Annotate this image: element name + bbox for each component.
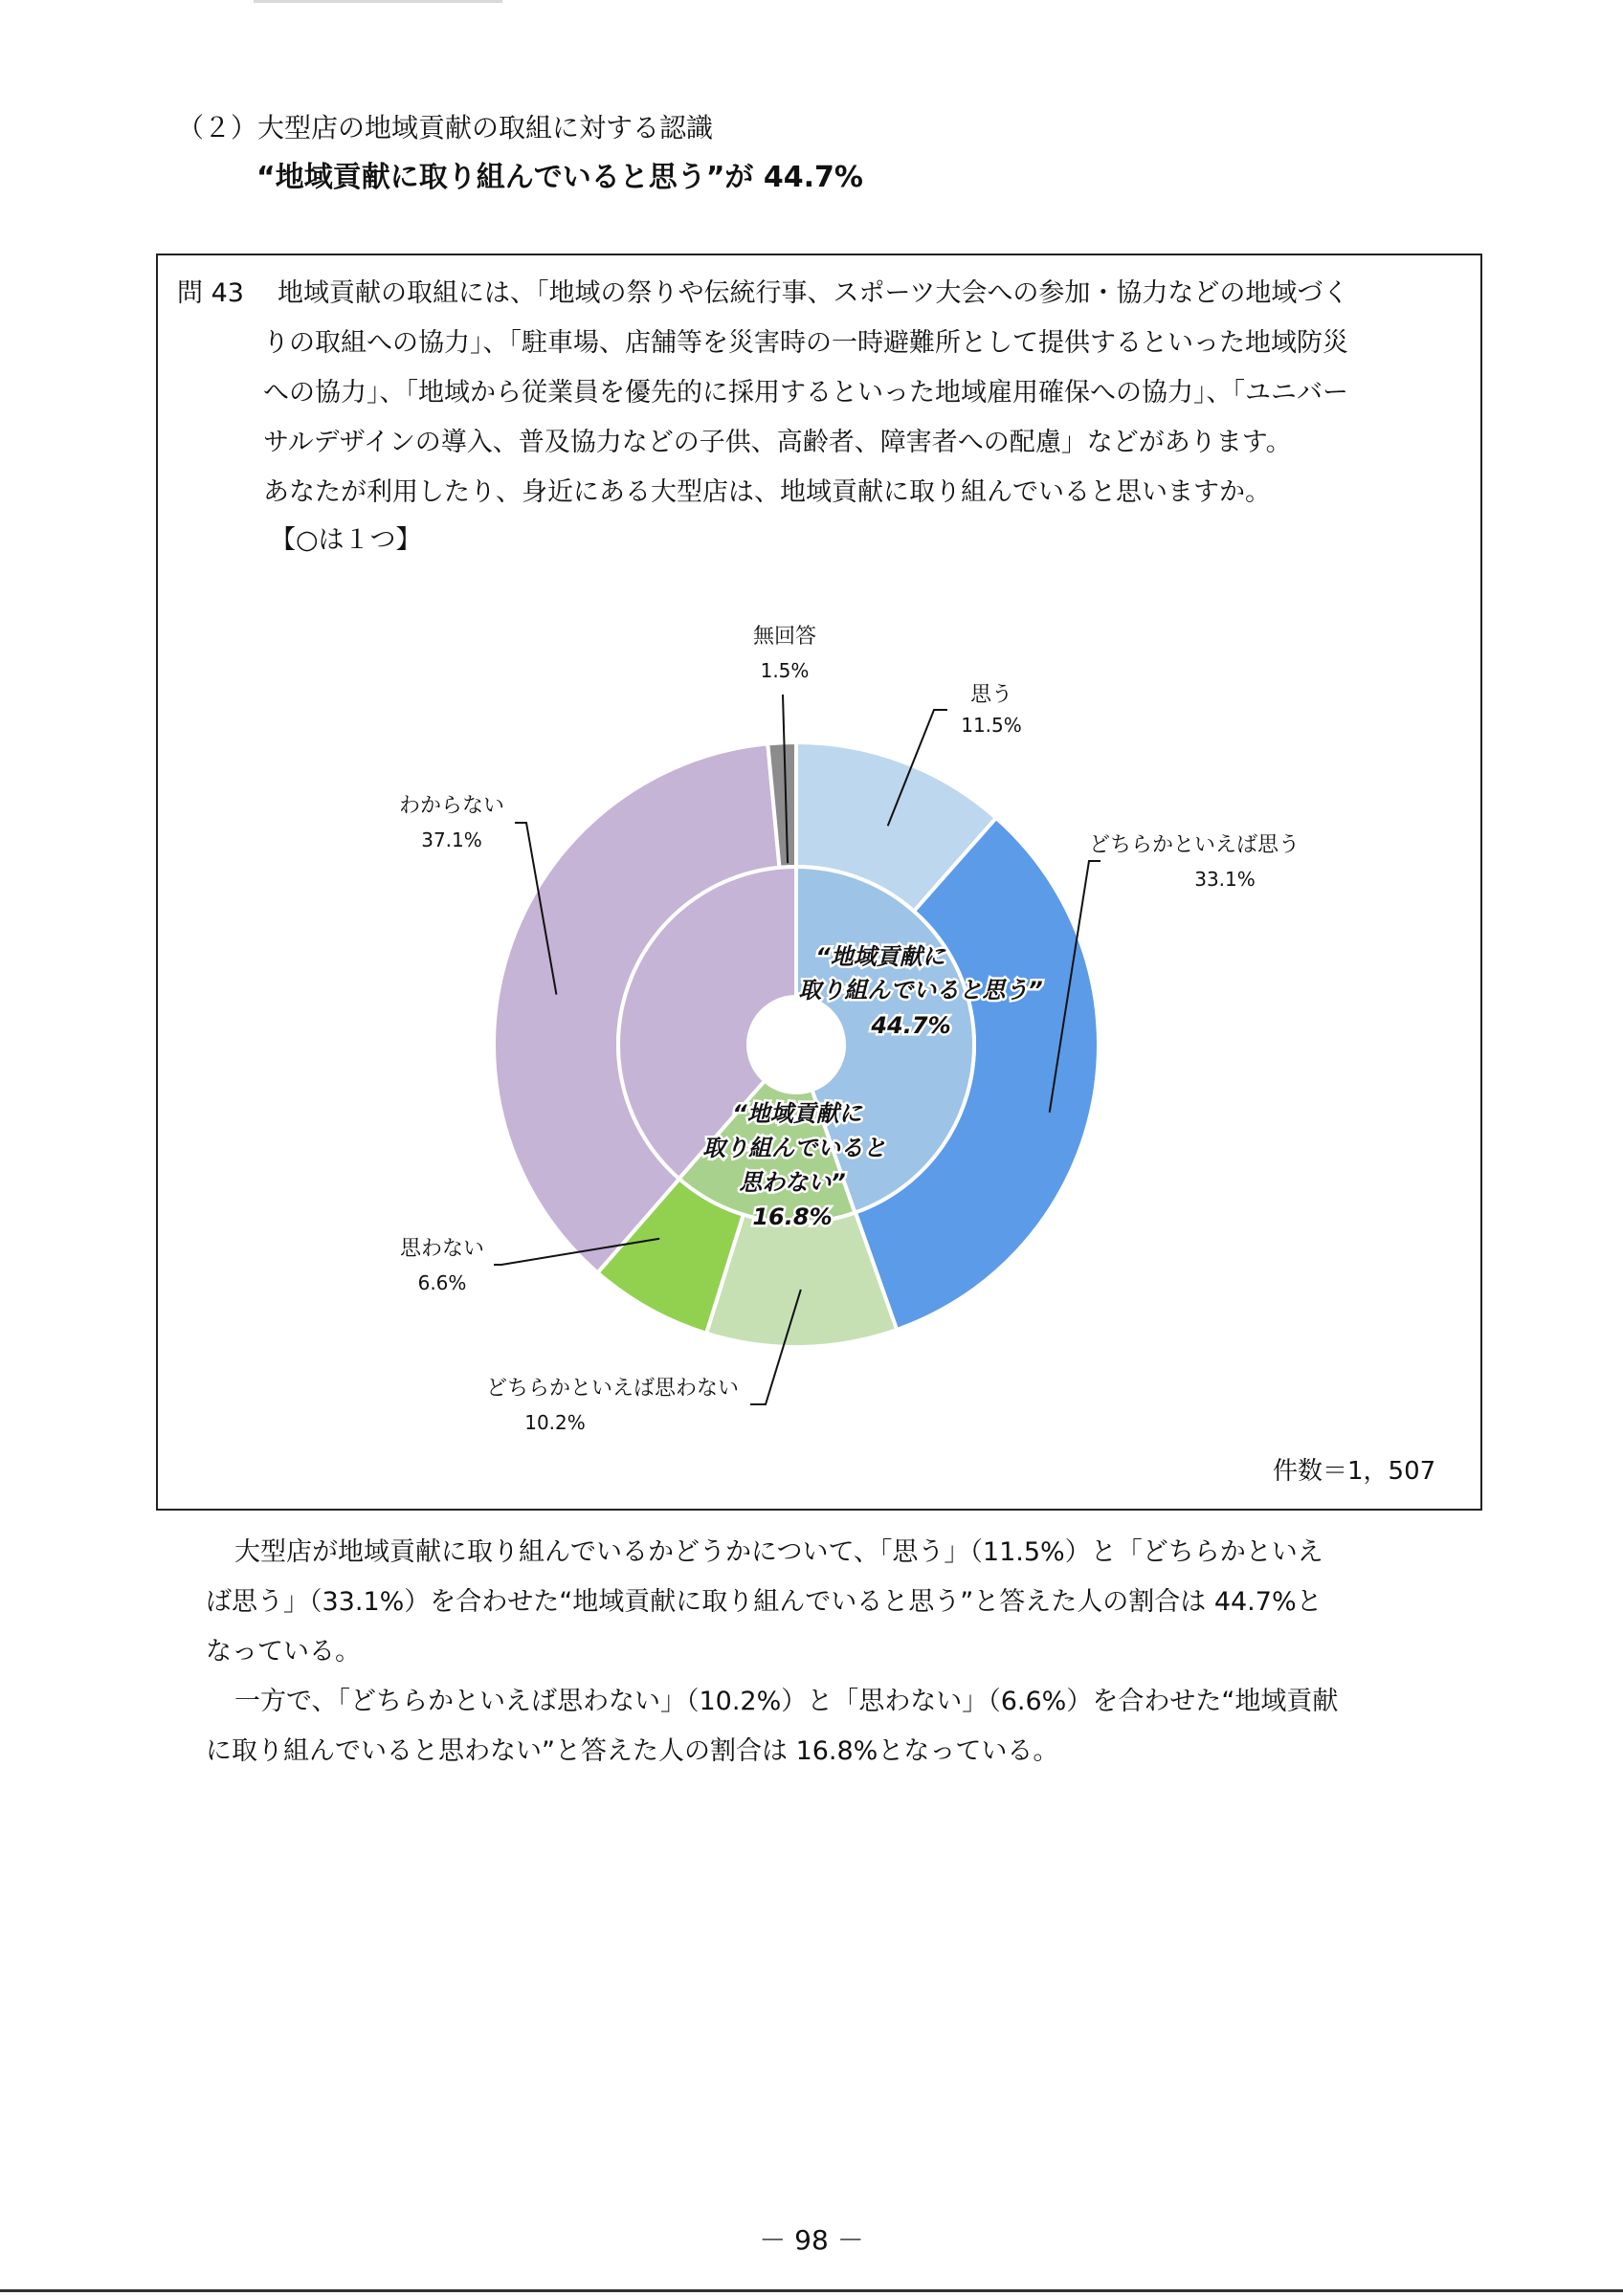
slice-category-label: 無回答	[752, 625, 817, 649]
slice-category-label: 思う	[969, 683, 1013, 707]
slice-value-label: 11.5%	[961, 714, 1022, 737]
response-count: 件数＝1，507	[1273, 1457, 1436, 1486]
slice-value-label: 6.6%	[417, 1271, 467, 1294]
slice-value-label: 1.5%	[760, 659, 810, 682]
question-line: あなたが利用したり、身近にある大型店は、地域貢献に取り組んでいると思いますか。	[263, 477, 1271, 507]
summary-line: ば思う」（33.1%）を合わせた“地域貢献に取り組んでいると思う”と答えた人の割合は 44.7%と	[206, 1587, 1323, 1617]
summary-line: なっている。	[206, 1637, 361, 1667]
inner-group-label: 取り組んでいると	[702, 1135, 886, 1161]
inner-group-value: 16.8%	[752, 1203, 833, 1230]
section-heading: （２）大型店の地域貢献の取組に対する認識	[177, 112, 714, 144]
summary-line: に取り組んでいると思わない”と答えた人の割合は 16.8%となっている。	[206, 1736, 1059, 1766]
summary-line: 一方で、「どちらかといえば思わない」（10.2%）と「思わない」（6.6%）を合わせた“地域貢献	[234, 1687, 1339, 1716]
inner-group-value: 44.7%	[871, 1012, 951, 1039]
inner-group-label: “地域貢献に	[815, 943, 945, 970]
slice-value-label: 33.1%	[1194, 868, 1256, 891]
question-line: サルデザインの導入、普及協力などの子供、高齢者、障害者への配慮」などがあります。	[263, 428, 1292, 457]
inner-group-label: 思わない”	[739, 1169, 846, 1196]
question-line: りの取組への協力」、「駐車場、店舗等を災害時の一時避難所として提供するといった地域防災	[263, 328, 1348, 358]
slice-category-label: どちらかといえば思わない	[485, 1377, 740, 1401]
inner-group-label: 取り組んでいると思う”	[798, 977, 1043, 1004]
slice-category-label: どちらかといえば思う	[1088, 833, 1301, 857]
slice-category-label: わからない	[398, 794, 505, 818]
slice-category-label: 思わない	[399, 1237, 485, 1261]
question-answer-instruction: 【○は１つ】	[270, 525, 422, 555]
question-line: への協力」、「地域から従業員を優先的に採用するといった地域雇用確保への協力」、「ユニバー	[263, 378, 1348, 408]
page-number: － 98 －	[759, 2224, 864, 2256]
slice-value-label: 37.1%	[421, 828, 482, 851]
question-label: 問 43	[177, 278, 244, 308]
bottom-rule	[0, 2289, 1623, 2292]
slice-value-label: 10.2%	[524, 1411, 586, 1434]
summary-line: 大型店が地域貢献に取り組んでいるかどうかについて、「思う」（11.5%）と「どちらかといえ	[234, 1537, 1323, 1567]
section-headline: “地域貢献に取り組んでいると思う”が 44.7%	[256, 161, 863, 194]
question-line: 地域貢献の取組には、「地域の祭りや伝統行事、スポーツ大会への参加・協力などの地域づく	[278, 278, 1349, 308]
inner-group-label: “地域貢献に	[732, 1100, 862, 1127]
